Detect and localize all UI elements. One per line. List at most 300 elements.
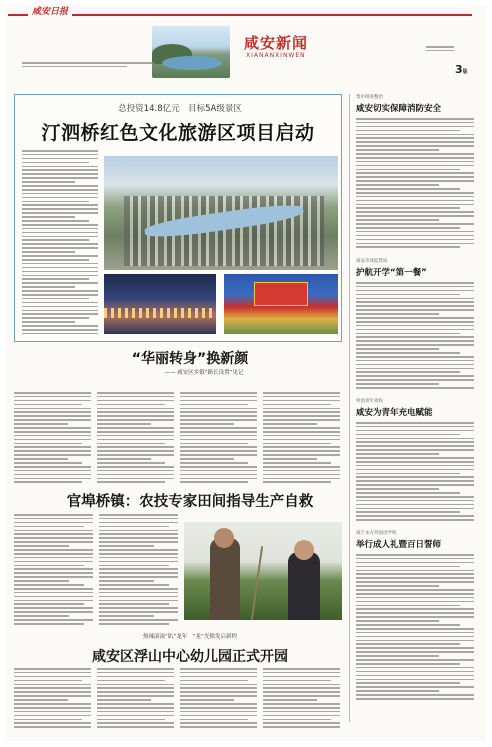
text-line [356,686,474,688]
text-line [180,715,257,717]
text-line [356,134,474,136]
right-story-2 [356,258,480,392]
text-line [99,576,178,578]
text-column [356,422,474,524]
text-line [22,259,89,261]
text-line [356,290,474,292]
text-line [356,585,439,587]
text-line [356,360,474,362]
text-line [22,286,75,288]
text-line [97,680,165,682]
text-line [99,619,178,621]
text-line [14,684,91,686]
text-line [356,601,474,603]
text-line [356,445,474,447]
text-line [22,290,98,292]
text-line [22,243,98,245]
text-line [22,166,98,168]
text-line [14,596,93,598]
text-line [356,145,474,147]
text-line [356,137,474,139]
text-line [180,450,257,452]
right-story-kicker: 咸宁永方外国语学校 [356,531,397,536]
text-line [14,611,93,613]
text-line [356,597,474,599]
page-number-value: 3 [455,63,463,76]
text-line [180,400,257,402]
text-line [356,352,460,354]
story2-headline: 官埠桥镇：农技专家田间指导生产自救 [66,494,314,510]
text-line [356,515,474,517]
text-line [263,719,331,721]
text-line [356,612,474,614]
text-line [99,623,169,625]
text-line [263,470,340,472]
text-column [97,668,174,730]
text-line [356,309,474,311]
text-column [14,514,93,626]
text-line [356,562,474,564]
text-line [14,400,91,402]
text-line [356,508,474,510]
text-line [180,680,248,682]
text-line [97,439,174,441]
photo-lights [104,308,216,318]
text-line [22,302,98,304]
text-line [14,446,91,448]
text-line [97,427,174,429]
text-line [180,443,248,445]
text-line [22,216,75,218]
text-line [356,461,474,463]
text-line [22,232,98,234]
text-line [356,200,474,202]
text-line [356,589,474,591]
text-line [97,443,165,445]
text-line [99,603,169,605]
text-line [263,415,340,417]
text-line [263,684,340,686]
photo-person-right-head [294,540,314,560]
text-line [356,301,474,303]
text-line [99,518,178,520]
text-line [22,282,98,284]
text-line [180,404,248,406]
text-line [22,275,98,277]
text-line [22,177,98,179]
text-line [356,667,474,669]
text-line [263,404,331,406]
text-line [356,231,474,233]
paper-brand: 咸安日报 [28,4,72,17]
text-line [14,557,93,559]
text-column [14,668,91,730]
text-line [180,684,257,686]
text-line [356,192,474,194]
text-line [263,703,340,705]
text-line [356,149,439,151]
lead-night-photo [104,274,216,334]
text-line [14,707,91,709]
text-line [22,204,98,206]
text-line [263,466,340,468]
text-line [22,189,98,191]
text-line [14,600,93,602]
text-line [356,246,460,248]
text-line [22,278,89,280]
text-line [356,624,460,626]
text-line [99,568,178,570]
text-line [14,396,91,398]
text-line [263,408,340,410]
text-line [14,603,84,605]
text-line [356,215,474,217]
text-line [356,577,474,579]
right-story-kicker: 集中排查整治 [356,95,383,100]
text-line [356,426,474,428]
text-line [22,310,98,312]
text-line [14,462,82,464]
text-line [99,514,178,516]
text-line [180,458,234,460]
text-line [263,396,340,398]
text-line [14,715,91,717]
text-line [99,545,154,547]
text-line [356,172,474,174]
masthead-meta-line [22,62,154,64]
text-line [356,298,474,300]
text-line [180,695,257,697]
text-line [356,141,474,143]
text-line [14,680,82,682]
text-line [356,153,474,155]
text-line [263,691,340,693]
text-line [14,619,93,621]
text-line [180,435,257,437]
page-number [455,63,468,76]
text-line [97,462,165,464]
text-line [99,561,178,563]
text-line [22,158,98,160]
text-line [97,711,174,713]
text-line [356,422,474,424]
text-line [356,465,474,467]
masthead-date-line [426,50,454,52]
text-line [99,526,169,528]
text-line [14,518,93,520]
text-line [97,450,174,452]
text-line [14,530,93,532]
text-line [14,561,93,563]
story2-body-text [14,514,178,626]
text-line [263,411,340,413]
text-line [356,453,439,455]
text-line [356,671,474,673]
text-line [356,469,474,471]
text-line [14,470,91,472]
lead-ceremony-photo [224,274,338,334]
text-line [14,672,91,674]
text-line [180,466,257,468]
text-line [97,404,165,406]
text-line [356,647,474,649]
text-line [180,719,248,721]
text-line [97,695,174,697]
text-line [356,616,474,618]
text-line [97,672,174,674]
text-line [180,408,257,410]
text-line [14,478,91,480]
text-line [263,478,340,480]
text-line [14,607,93,609]
text-line [22,255,98,257]
text-line [356,628,474,630]
text-line [14,726,91,728]
photo-person-left-head [214,528,234,548]
text-line [356,180,474,182]
text-line [99,557,178,559]
text-line [356,126,474,128]
text-line [14,703,91,705]
text-line [180,672,257,674]
text-line [356,441,474,443]
text-line [180,470,257,472]
lead-headline: 汀泗桥红色文化旅游区项目启动 [41,122,315,144]
text-line [356,504,474,506]
text-line [22,251,75,253]
text-line [99,565,169,567]
text-line [99,541,178,543]
text-line [14,458,68,460]
text-line [356,438,474,440]
right-story-headline: 举行成人礼暨百日誓师 [356,540,442,550]
text-line [180,481,248,483]
text-line [356,333,460,335]
text-column [356,282,474,392]
text-line [14,419,91,421]
text-line [356,176,474,178]
text-line [180,703,257,705]
text-line [99,572,178,574]
right-story-kicker: 咸安市场监管局 [356,259,388,264]
text-line [97,419,174,421]
text-line [356,375,474,377]
right-story-body [356,422,474,524]
text-line [356,118,474,120]
text-line [356,122,474,124]
right-story-body [356,554,474,704]
text-line [14,553,93,555]
text-line [263,435,340,437]
text-line [263,423,317,425]
text-line [263,695,340,697]
text-line [180,691,257,693]
text-line [356,317,474,319]
text-line [356,659,474,661]
text-line [356,480,474,482]
text-line [22,267,98,269]
text-line [97,726,174,728]
text-line [356,682,460,684]
photo-stage [254,282,308,306]
right-story-headline: 护航开学“第一餐” [356,268,427,278]
text-line [356,558,474,560]
masthead-date-line [426,46,454,48]
text-line [22,208,98,210]
text-line [14,668,91,670]
text-line [14,443,82,445]
text-line [180,411,257,413]
text-line [14,588,93,590]
text-line [14,514,93,516]
text-line [356,227,460,229]
text-line [22,236,98,238]
feature-headline: “华丽转身”换新颜 [131,351,249,367]
text-line [14,450,91,452]
masthead-photo [152,26,230,78]
text-line [263,431,340,433]
text-line [97,392,174,394]
text-line [99,596,178,598]
text-line [180,722,257,724]
text-line [97,707,174,709]
text-column [97,392,174,484]
text-line [356,473,460,475]
text-line [22,329,98,331]
text-line [22,154,98,156]
text-line [356,379,474,381]
text-line [22,317,89,319]
text-line [356,371,460,373]
text-line [356,196,474,198]
text-column [180,392,257,484]
text-line [356,184,439,186]
text-line [22,306,98,308]
text-line [356,223,474,225]
text-line [263,680,331,682]
text-line [180,427,257,429]
column-divider [349,94,350,722]
text-line [356,640,474,642]
text-line [99,549,178,551]
text-line [14,691,91,693]
text-line [180,474,257,476]
masthead-meta [22,62,172,70]
text-line [99,615,154,617]
text-line [14,466,91,468]
right-story-body [356,282,474,392]
text-line [97,431,174,433]
text-line [356,492,460,494]
text-line [263,443,331,445]
text-line [356,188,460,190]
text-line [22,169,98,171]
text-line [14,454,91,456]
text-line [263,687,340,689]
text-line [97,715,174,717]
text-line [14,541,93,543]
text-line [356,608,474,610]
text-line [22,197,98,199]
text-line [356,566,460,568]
text-line [356,325,474,327]
text-line [263,726,340,728]
text-column [180,668,257,730]
text-line [22,150,98,152]
text-line [97,474,174,476]
text-line [356,449,474,451]
text-column [356,554,474,704]
text-line [263,711,340,713]
text-line [14,526,84,528]
text-line [356,336,474,338]
section-subtitle: XIANANXINWEN [246,52,306,59]
right-story-4 [356,530,480,704]
text-line [263,446,340,448]
text-line [14,435,91,437]
text-line [356,573,474,575]
text-line [356,430,474,432]
text-line [14,481,82,483]
text-line [263,722,340,724]
text-line [356,605,460,607]
story3-kicker: 热辣滚滚“趴”龙年 “龙”光焕发启新程 [143,634,237,640]
text-line [97,446,174,448]
text-line [356,321,474,323]
text-line [263,450,340,452]
text-line [356,457,474,459]
text-line [356,690,439,692]
text-line [356,675,474,677]
text-column [14,392,91,484]
text-line [356,620,439,622]
text-line [263,458,317,460]
text-line [22,298,89,300]
text-line [99,522,178,524]
text-line [22,247,98,249]
text-line [99,580,154,582]
text-line [97,719,165,721]
text-line [180,676,257,678]
text-line [14,522,93,524]
feature-subheadline: —— 咸安区乡镇“路长设置”见记 [164,370,244,376]
text-line [14,565,84,567]
text-line [22,224,98,226]
text-line [14,408,91,410]
masthead-rule [8,14,472,16]
masthead-date [426,46,454,54]
text-line [180,446,257,448]
text-line [180,454,257,456]
text-line [180,462,248,464]
text-line [356,165,474,167]
text-line [22,181,75,183]
section-title: 咸安新闻 [244,34,309,52]
right-story-headline: 咸安为青年充电赋能 [356,408,433,418]
text-line [14,676,91,678]
photo-person-left [210,538,240,620]
text-line [14,545,69,547]
text-line [14,427,91,429]
text-line [180,439,257,441]
text-line [180,699,234,701]
text-line [22,239,89,241]
text-line [356,655,439,657]
text-line [263,419,340,421]
text-line [14,711,91,713]
text-line [356,294,460,296]
text-line [14,592,93,594]
